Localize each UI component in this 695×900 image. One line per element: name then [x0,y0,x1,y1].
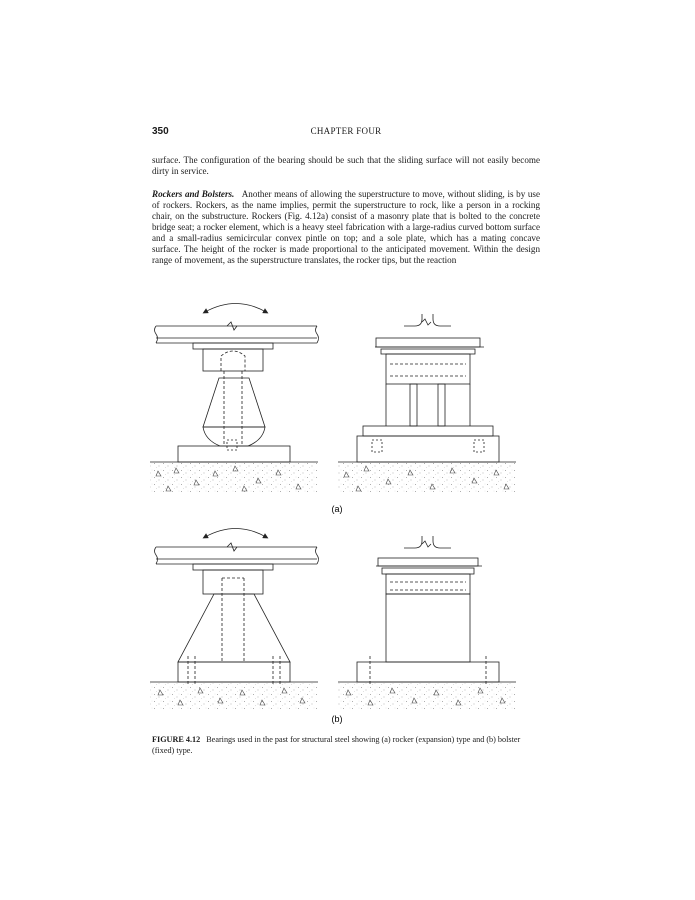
figure-label-b: (b) [331,714,343,724]
figure-caption [152,735,540,756]
soil-hatch [150,683,318,709]
bolster-end-view [338,536,516,686]
running-head: CHAPTER FOUR [310,126,382,136]
caption-text: Bearings used in the past for structural steel showing (a) rocker (expansion) type and (b) bolster (fixed) type. [152,735,521,755]
soil-hatch [150,463,318,493]
page-number: 350 [152,126,169,137]
rocker-end-view [338,314,516,462]
rocker-side-view [150,304,319,463]
bolster-side-view [150,529,319,687]
figure-label-a: (a) [331,504,343,514]
soil-hatch [338,683,516,709]
paragraph-body: Another means of allowing the superstructure to move, without sliding, is by use of rockers. Rockers, as the name implies, permit the superstructure to rock, like a person in a rocking chair, on the substructure. Rockers (Fig. 4.12a) consist of a masonry plate that is bolted to the concrete bridge seat; a rocker element, which is a heavy steel fabrication with a large-radius curved bottom surface and a small-radius semicircular convex pintle on top; and a sole plate, which has a mating concave surface. The height of the rocker is made proportional to the anticipated movement. Within the design range of movement, as the superstructure translates, the rocker tips, but the reaction [152,189,541,265]
soil-hatch [338,463,516,493]
run-in-heading: Rockers and Bolsters. [152,189,235,199]
paragraph-continuation: surface. The configuration of the bearing should be such that the sliding surface will not easily become dirty in service. [152,155,540,176]
caption-label: FIGURE 4.12 [152,735,201,744]
